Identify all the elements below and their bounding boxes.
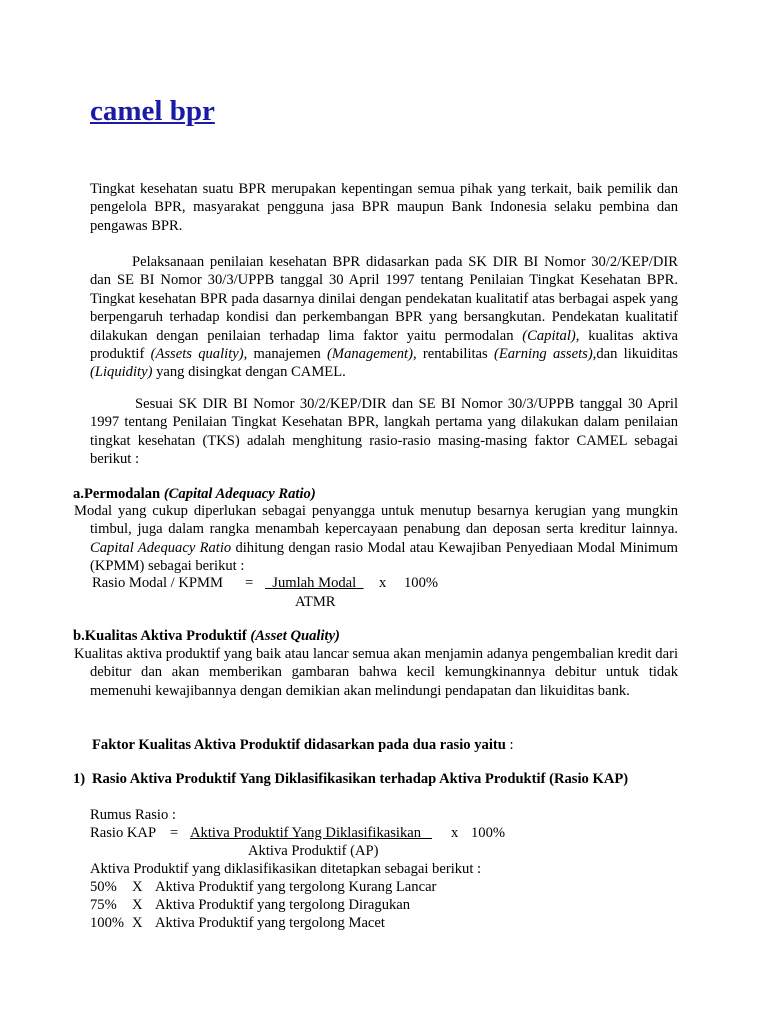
classification-intro: Aktiva Produktif yang diklasifikasikan ditetapkan sebagai berikut : bbox=[90, 861, 482, 877]
assessment-paragraph: Pelaksanaan penilaian kesehatan BPR didasarkan pada SK DIR BI Nomor 30/2/KEP/DIR dan SE BI Nomor 30/3/UPPB tanggal 30 April 1997 tentang Penilaian Tingkat Kesehatan BPR. Tingkat kesehatan BPR pada dasarnya dinilai dengan pendekatan kualitatif atas berbagai aspek yang berpengaruh terhadap kondisi dan perkembangan BPR yang bersangkutan. Pendekatan kualitatif dilakukan dengan penilaian terhadap lima faktor yaitu permodalan (Capital), kualitas aktiva produktif (Assets quality), manajemen (Management), rentabilitas (Earning assets),dan likuiditas (Liquidity) yang disingkat dengan CAMEL. bbox=[90, 254, 678, 381]
car-formula-eq: = bbox=[245, 575, 254, 591]
kap-formula-x: x bbox=[451, 825, 459, 841]
kap-formula-numerator: Aktiva Produktif Yang Diklasifikasikan bbox=[190, 825, 422, 841]
car-formula-lhs: Rasio Modal / KPMM bbox=[92, 575, 223, 591]
factor-statement: Faktor Kualitas Aktiva Produktif didasarkan pada dua rasio yaitu : bbox=[92, 737, 514, 753]
camel-ratio-paragraph: Sesuai SK DIR BI Nomor 30/2/KEP/DIR dan SE BI Nomor 30/3/UPPB tanggal 30 April 1997 tentang Penilaian Tingkat Kesehatan BPR, langkah pertama yang dilakukan dalam penilaian tingkat kesehatan (TKS) adalah menghitung rasio-rasio masing-masing faktor CAMEL sebagai berikut : bbox=[90, 396, 678, 468]
section-b-body: Kualitas aktiva produktif yang baik atau lancar semua akan menjamin adanya pengembalian kredit dari debitur dan akan memberikan gambaran bahwa kecil kemungkinannya debitur untuk tidak memenuhi kewajibannya dengan demikian akan melindungi pendapatan dan likuiditas bank. bbox=[74, 646, 678, 699]
car-formula-x: x bbox=[379, 575, 387, 591]
kap-formula-denominator: Aktiva Produktif (AP) bbox=[248, 843, 379, 859]
kap-formula-pct: 100% bbox=[471, 825, 506, 841]
item-1-number: 1) bbox=[73, 771, 86, 787]
intro-paragraph: Tingkat kesehatan suatu BPR merupakan kepentingan semua pihak yang terkait, baik pemilik dan pengelola BPR, masyarakat pengguna jasa BPR maupun Bank Indonesia selaku pembina dan pengawas BPR. bbox=[90, 181, 678, 234]
rumus-label: Rumus Rasio : bbox=[90, 807, 176, 823]
kap-formula-eq: = bbox=[170, 825, 179, 841]
car-formula-numerator: Jumlah Modal bbox=[272, 575, 357, 591]
car-formula-denominator: ATMR bbox=[295, 594, 336, 610]
page-title[interactable]: camel bpr bbox=[90, 95, 215, 127]
section-a-heading: a.Permodalan (Capital Adequacy Ratio) bbox=[73, 486, 316, 502]
item-1-heading: Rasio Aktiva Produktif Yang Diklasifikasikan terhadap Aktiva Produktif (Rasio KAP) bbox=[92, 771, 629, 787]
section-b-heading: b.Kualitas Aktiva Produktif (Asset Quality) bbox=[73, 628, 340, 644]
car-formula-pct: 100% bbox=[404, 575, 439, 591]
kap-formula-lhs: Rasio KAP bbox=[90, 825, 157, 841]
section-a-body: Modal yang cukup diperlukan sebagai penyangga untuk menutup besarnya kerugian yang mungkin timbul, juga dalam rangka menambah kepercayaan penabung dan deposan serta kreditur lainnya. Capital Adequacy Ratio dihitung dengan rasio Modal atau Kewajiban Penyediaan Modal Minimum (KPMM) sebagai berikut : bbox=[74, 503, 678, 575]
